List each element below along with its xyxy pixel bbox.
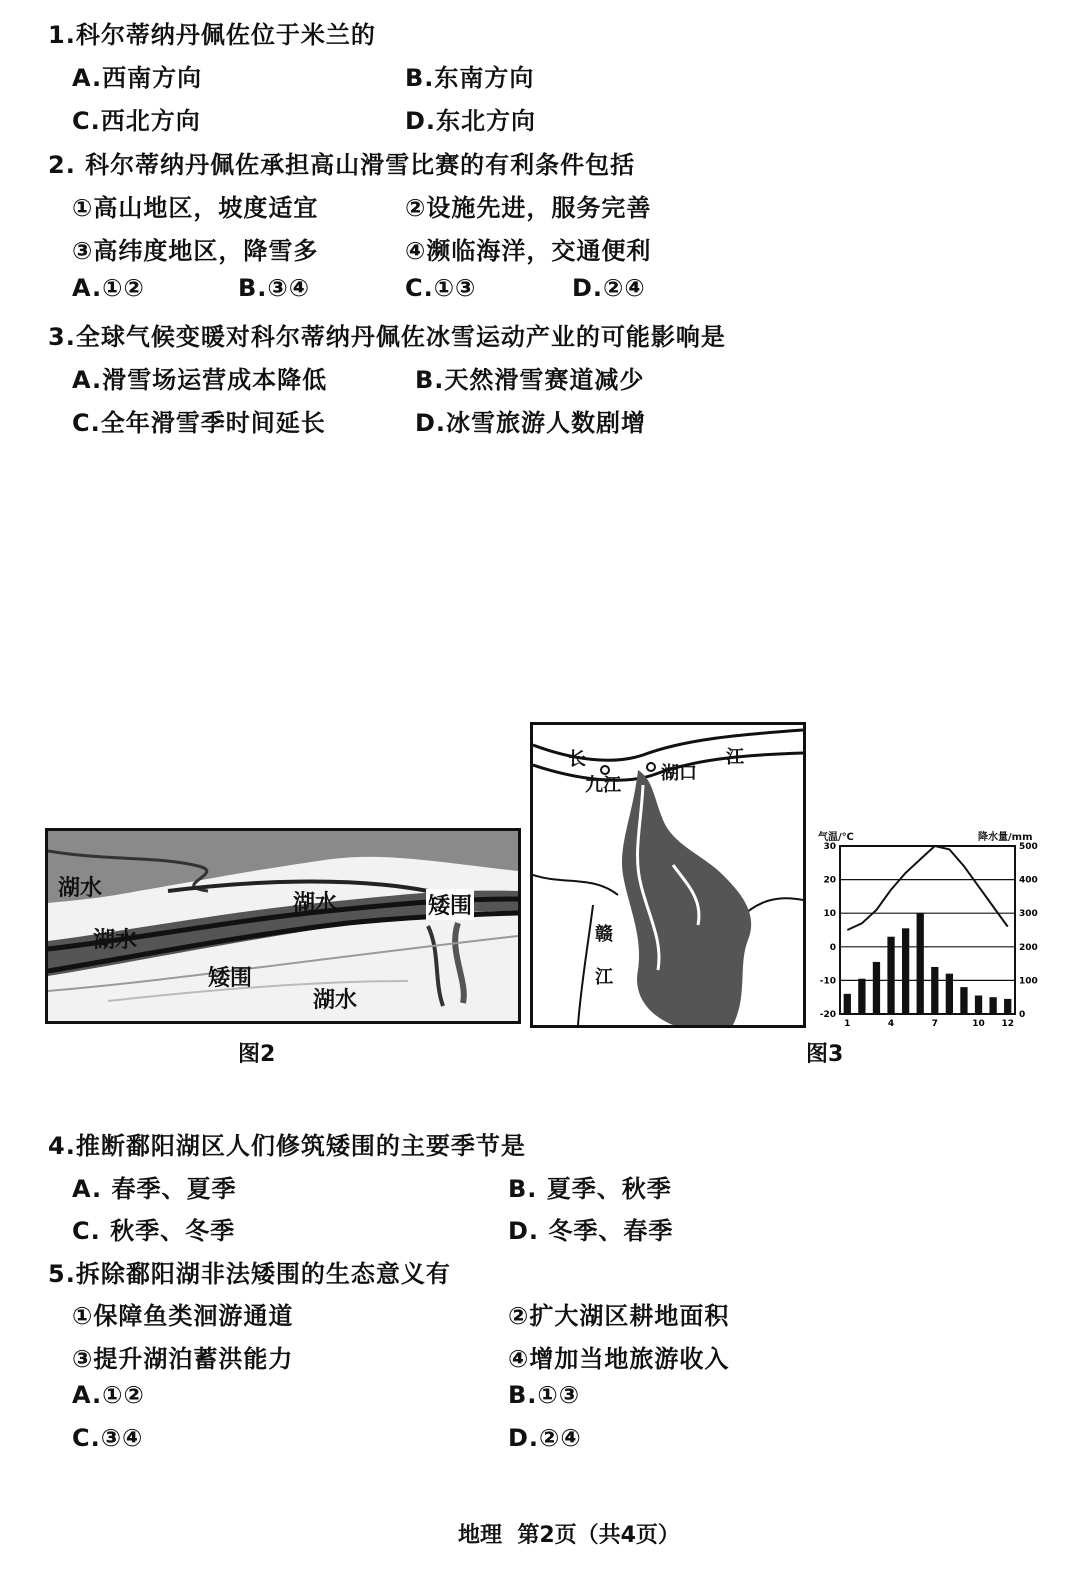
temp-axis-label: 气温/℃ — [818, 832, 854, 843]
q2-item-4: ④濒临海洋，交通便利 — [405, 237, 652, 265]
q5-item-4: ④增加当地旅游收入 — [508, 1345, 730, 1373]
q1-option-b: B.东南方向 — [405, 64, 535, 92]
month-tick-label: 4 — [887, 1019, 895, 1029]
precip-bar — [844, 994, 851, 1014]
enclosure-label-2: 矮围 — [208, 966, 253, 991]
q4-option-a: A. 春季、夏季 — [72, 1175, 237, 1203]
precip-bar — [946, 974, 953, 1014]
q5-option-a: A.①② — [72, 1381, 145, 1409]
month-tick-label: 10 — [972, 1019, 985, 1029]
month-tick-label: 12 — [1001, 1019, 1014, 1029]
q4-option-c: C. 秋季、冬季 — [72, 1217, 236, 1245]
precip-bar — [1004, 999, 1011, 1014]
precip-bar — [931, 967, 938, 1014]
q1-option-c: C.西北方向 — [72, 107, 201, 135]
temp-tick-label: 30 — [823, 842, 836, 852]
q5-item-3: ③提升湖泊蓄洪能力 — [72, 1345, 294, 1373]
q5-option-c: C.③④ — [72, 1424, 144, 1452]
temp-tick-label: 20 — [823, 875, 836, 886]
figure-2-photo — [45, 828, 521, 1024]
q2-option-a: A.①② — [72, 274, 145, 302]
precip-tick-label: 200 — [1019, 942, 1038, 953]
temp-tick-label: -20 — [819, 1010, 836, 1020]
q5-stem: 5.拆除鄱阳湖非法矮围的生态意义有 — [48, 1260, 451, 1288]
climate-chart — [810, 822, 1040, 1032]
enclosure-label-1: 矮围 — [426, 889, 474, 920]
q2-stem: 2. 科尔蒂纳丹佩佐承担高山滑雪比赛的有利条件包括 — [48, 151, 636, 179]
q2-option-b: B.③④ — [238, 274, 311, 302]
precip-bar — [975, 996, 982, 1014]
page-footer: 地理 第2页（共4页） — [458, 1523, 680, 1548]
q3-option-b: B.天然滑雪赛道减少 — [415, 366, 645, 394]
precip-tick-label: 500 — [1019, 842, 1038, 852]
month-tick-label: 1 — [844, 1019, 851, 1029]
q4-option-d: D. 冬季、春季 — [508, 1217, 674, 1245]
q2-option-c: C.①③ — [405, 274, 477, 302]
climate-plot — [810, 822, 1040, 1032]
precip-tick-label: 400 — [1019, 875, 1038, 886]
precip-bar — [989, 997, 996, 1014]
precip-tick-label: 0 — [1019, 1010, 1026, 1020]
lake-water-label-2: 湖水 — [293, 891, 338, 916]
figure-3-caption: 图3 — [806, 1042, 844, 1067]
precip-bar — [917, 913, 924, 1014]
precip-axis-label: 降水量/mm — [978, 832, 1033, 843]
plot-frame — [840, 846, 1015, 1014]
q5-option-d: D.②④ — [508, 1424, 582, 1452]
poyang-lake-map — [530, 722, 806, 1028]
label-hukou: 湖口 — [661, 763, 697, 784]
temp-tick-label: 0 — [829, 942, 836, 953]
month-tick-label: 7 — [931, 1019, 938, 1029]
q3-stem: 3.全球气候变暖对科尔蒂纳丹佩佐冰雪运动产业的可能影响是 — [48, 323, 726, 351]
label-gan: 赣 — [595, 924, 613, 945]
label-chang: 长 — [568, 749, 586, 770]
precip-bar — [873, 962, 880, 1014]
q1-option-d: D.东北方向 — [405, 107, 537, 135]
q1-option-a: A.西南方向 — [72, 64, 203, 92]
q2-option-d: D.②④ — [572, 274, 646, 302]
precip-tick-label: 100 — [1019, 976, 1038, 987]
q4-option-b: B. 夏季、秋季 — [508, 1175, 672, 1203]
q5-item-1: ①保障鱼类洄游通道 — [72, 1302, 294, 1330]
temp-tick-label: 10 — [823, 909, 836, 920]
q5-option-b: B.①③ — [508, 1381, 581, 1409]
temperature-line — [847, 846, 1007, 930]
temp-tick-label: -10 — [819, 976, 836, 987]
precip-bar — [858, 979, 865, 1014]
lake-water-label-4: 湖水 — [313, 988, 358, 1013]
precip-bar — [887, 937, 894, 1014]
lake-water-label-3: 湖水 — [93, 928, 138, 953]
label-jiang-river: 江 — [726, 747, 744, 768]
precip-bar — [960, 987, 967, 1014]
q2-item-1: ①高山地区，坡度适宜 — [72, 194, 319, 222]
lake-water-label-1: 湖水 — [58, 876, 103, 901]
q5-item-2: ②扩大湖区耕地面积 — [508, 1302, 730, 1330]
precip-bar — [902, 928, 909, 1014]
q3-option-c: C.全年滑雪季时间延长 — [72, 409, 326, 437]
figure-2-caption: 图2 — [238, 1042, 276, 1067]
q3-option-d: D.冰雪旅游人数剧增 — [415, 409, 647, 437]
q2-item-3: ③高纬度地区，降雪多 — [72, 237, 319, 265]
precip-tick-label: 300 — [1019, 909, 1038, 920]
label-jiujiang: 九江 — [585, 775, 621, 796]
label-gan-jiang: 江 — [595, 967, 613, 988]
q4-stem: 4.推断鄱阳湖区人们修筑矮围的主要季节是 — [48, 1132, 526, 1160]
q2-item-2: ②设施先进，服务完善 — [405, 194, 652, 222]
q3-option-a: A.滑雪场运营成本降低 — [72, 366, 328, 394]
q1-stem: 1.科尔蒂纳丹佩佐位于米兰的 — [48, 21, 376, 49]
